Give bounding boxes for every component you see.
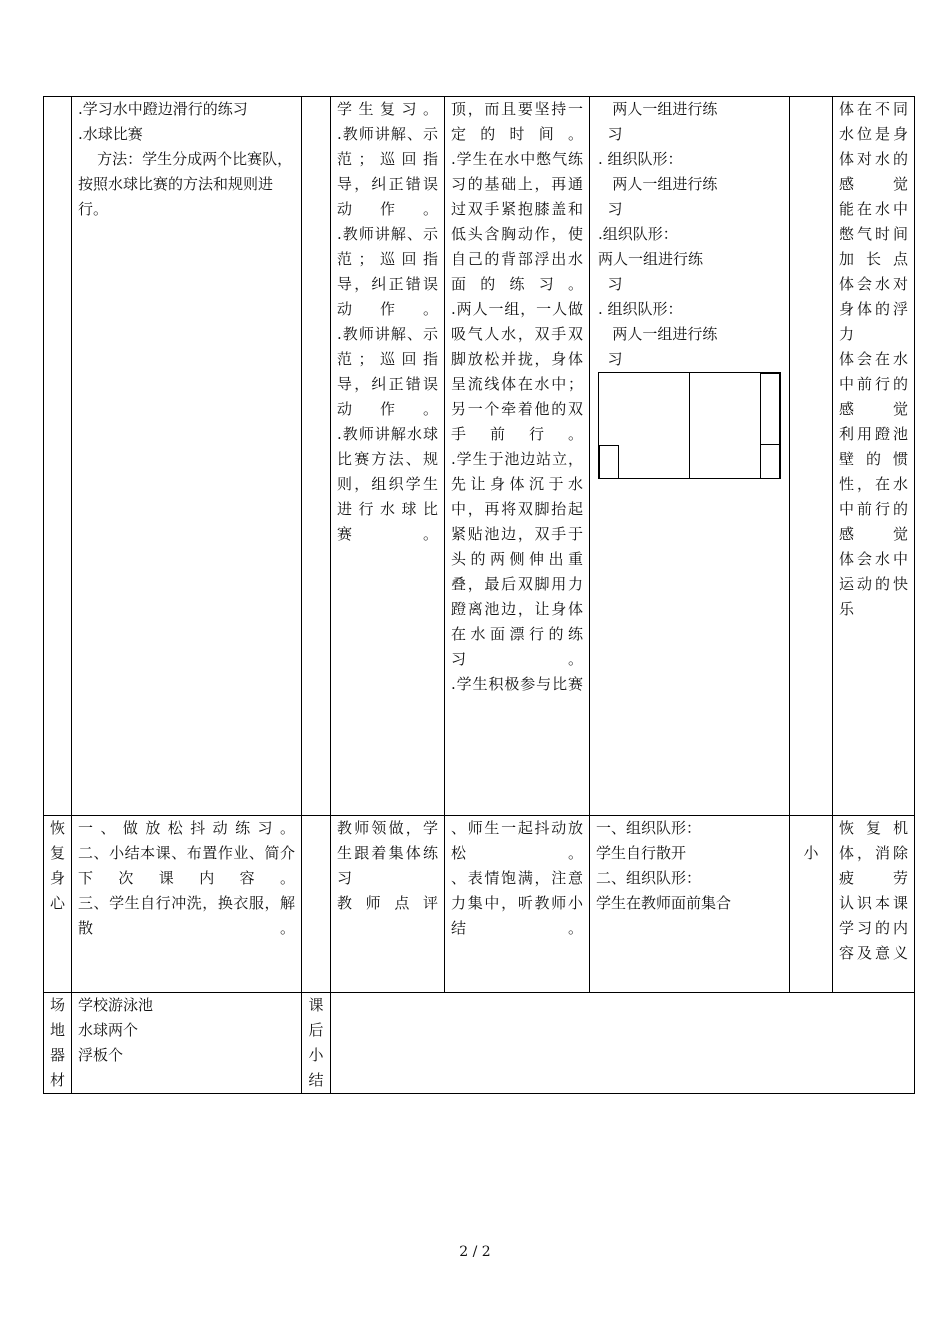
lesson-plan-table: [43, 96, 915, 1094]
purpose-cell: [833, 97, 915, 816]
content-text: .学习水中蹬边滑行的练习 .水球比赛 方法：学生分成两个比赛队，按照水球比赛的方法和规则进行。: [78, 100, 293, 218]
section-label-cell: [44, 97, 72, 816]
teacher-activity-cell: [331, 97, 445, 816]
load-cell: [790, 816, 833, 993]
organization-text: 两人一组进行练 习 . 组织队形： 两人一组进行练 习 .组织队形： 两人一组进行练 习 . 组织队形： 两人一组进行练 习: [598, 100, 718, 368]
purpose-cell: [833, 816, 915, 993]
load-cell: [790, 97, 833, 816]
student-activity-text: 、师生一起抖动放松。 、表情饱满，注意力集中，听教师小结。: [451, 819, 583, 937]
equipment-label: 场 地 器 材: [49, 996, 65, 1089]
purpose-text: 恢复机体，消除疲劳 认识本课学习的内容及意义: [839, 819, 908, 962]
table-row-equipment: [44, 993, 915, 1094]
student-activity-text: 顶，而且要坚持一定的时间。 .学生在水中憋气练习的基础上，再通过双手紧抱膝盖和低头含胸动作，使自己的背部浮出水面的练习。 .两人一组，一人做吸气人水，双手双脚放松并拢，身体呈流线体在水中；另一个牵着他的双手前行。 .学生于池边站立，先让身体沉于水中，再将双脚抬起紧贴池边，双手于头的两侧伸出重叠，最后双脚用力蹬离池边，让身体在水面漂行的练习。 .学生积极参与比赛: [451, 100, 583, 693]
table-row-practice: [44, 97, 915, 816]
student-activity-cell: [445, 816, 590, 993]
organization-cell: [590, 816, 790, 993]
pool-formation-diagram: [598, 372, 781, 479]
content-cell: [72, 816, 302, 993]
section-label-cell: [44, 816, 72, 993]
blank-cell: [302, 97, 331, 816]
section-label: 恢 复 身 心: [49, 819, 65, 912]
diagram-midline: [689, 373, 690, 478]
blank-cell: [302, 816, 331, 993]
summary-cell: [331, 993, 915, 1094]
summary-label: 课 后 小 结: [308, 996, 324, 1089]
organization-cell: [590, 97, 790, 816]
diagram-goal-right: [760, 444, 780, 479]
teacher-activity-cell: [331, 816, 445, 993]
table-row-recovery: [44, 816, 915, 993]
content-text: 一、做放松抖动练习。 二、小结本课、布置作业、简介下次课内容。 三、学生自行冲洗，换衣服，解散。: [78, 819, 295, 937]
summary-label-cell: [302, 993, 331, 1094]
teacher-activity-text: 学生复习。 .教师讲解、示范；巡回指导，纠正错误动作。 .教师讲解、示范；巡回指导，纠正错误动作。 .教师讲解、示范；巡回指导，纠正错误动作。 .教师讲解水球比赛方法、规则，组织学生进行水球比赛。: [337, 100, 438, 543]
diagram-goal-left: [599, 445, 619, 479]
equipment-text: 学校游泳池 水球两个 浮板个: [78, 996, 154, 1064]
page-number: 2 / 2: [459, 1244, 491, 1260]
equipment-label-cell: [44, 993, 72, 1094]
load-text: 小: [803, 844, 819, 862]
diagram-lane-right-top: [760, 373, 780, 445]
purpose-text: 体在不同水位是身体对水的感觉 能在水中憋气时间加长点 体会水对身体的浮力 体会在水中前行的感觉 利用蹬池壁的惯性，在水中前行的感觉 体会水中运动的快乐: [839, 100, 908, 618]
content-cell: [72, 97, 302, 816]
teacher-activity-text: 教师领做，学生跟着集体练习 教师点评: [337, 819, 438, 912]
organization-text: 一、组织队形： 学生自行散开 二、组织队形： 学生在教师面前集合: [596, 819, 732, 912]
equipment-cell: [72, 993, 302, 1094]
student-activity-cell: [445, 97, 590, 816]
